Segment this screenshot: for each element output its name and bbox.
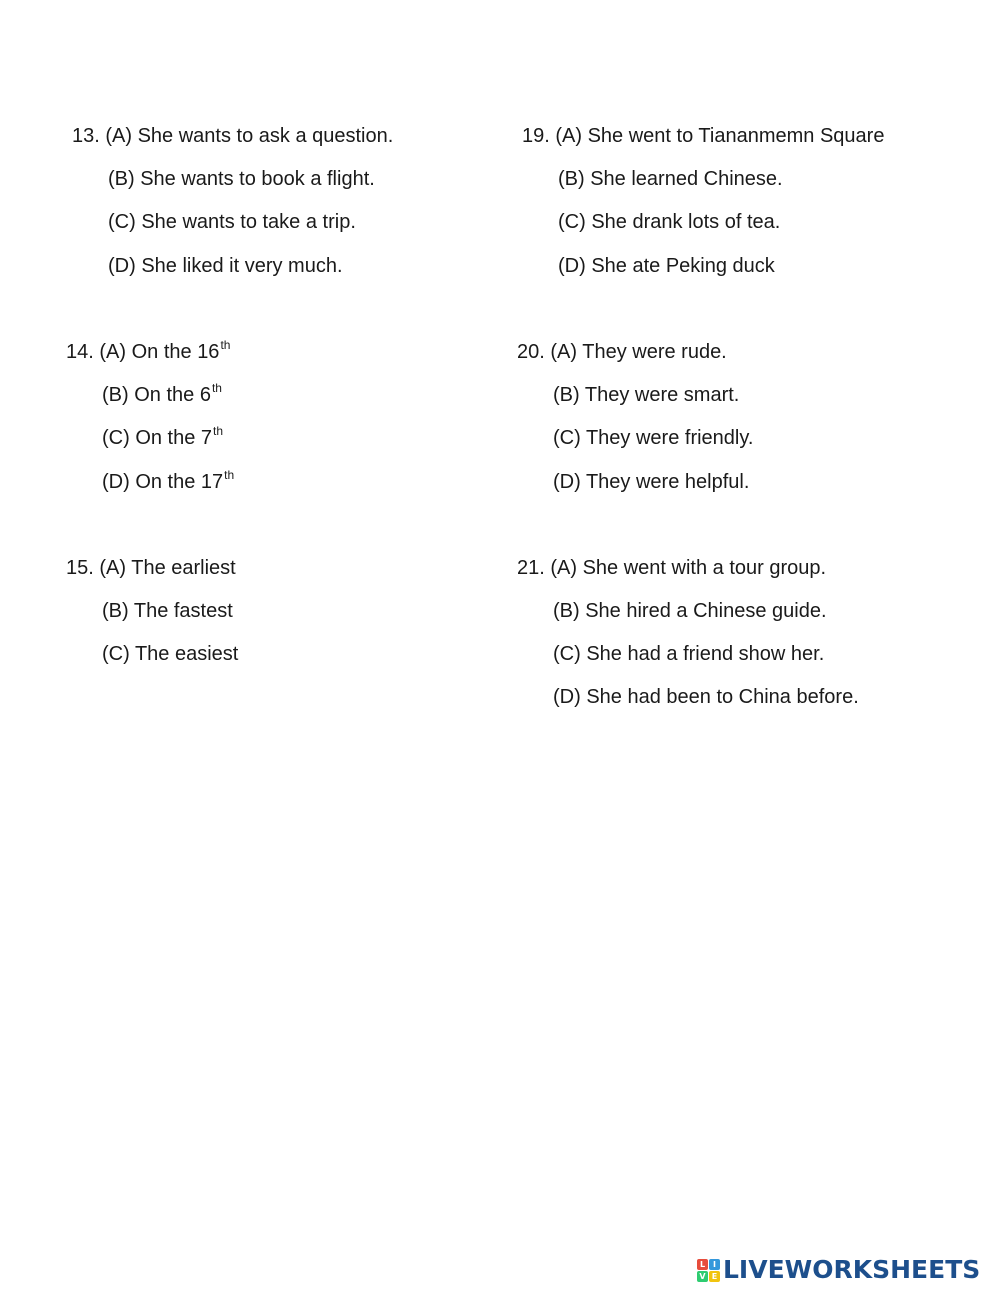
question-13-option-c — [108, 210, 356, 234]
question-13-option-b — [108, 167, 375, 191]
question-15-option-c — [102, 642, 238, 666]
question-15-option-a — [66, 556, 236, 580]
option-text: (A) She wants to ask a question. — [105, 125, 394, 147]
option-text: (C) On the 7 — [102, 427, 213, 449]
question-14-option-d — [102, 470, 234, 496]
question-13-option-a — [72, 124, 393, 148]
option-text: (B) She learned Chinese. — [558, 168, 783, 190]
ordinal-suffix: th — [220, 338, 231, 352]
question-14-number: 14. — [66, 341, 94, 363]
option-text: (C) She wants to take a trip. — [108, 211, 356, 233]
option-text: (B) On the 6 — [102, 384, 211, 406]
question-15-number: 15. — [66, 557, 94, 579]
question-14-option-a — [66, 340, 230, 366]
option-text: (C) They were friendly. — [553, 427, 754, 449]
question-19-number: 19. — [522, 125, 550, 147]
option-text: (B) The fastest — [102, 600, 233, 622]
question-19-option-d — [558, 254, 775, 278]
question-13-option-d — [108, 254, 343, 278]
question-14-option-c — [102, 426, 223, 452]
question-21-option-d — [553, 685, 859, 709]
option-text: (C) She drank lots of tea. — [558, 211, 781, 233]
option-text: (A) The earliest — [99, 557, 236, 579]
question-19-option-b — [558, 167, 783, 191]
option-text: (D) She had been to China before. — [553, 686, 859, 708]
question-21-option-a — [517, 556, 826, 580]
question-19-option-c — [558, 210, 780, 234]
option-text: (A) She went with a tour group. — [550, 557, 827, 579]
option-text: (B) She hired a Chinese guide. — [553, 600, 827, 622]
question-15-option-b — [102, 599, 233, 623]
logo-tile: L — [697, 1259, 708, 1270]
question-21-number: 21. — [517, 557, 545, 579]
ordinal-suffix: th — [213, 424, 224, 438]
option-text: (C) The easiest — [102, 643, 239, 665]
option-text: (D) She ate Peking duck — [558, 255, 775, 277]
question-13-number: 13. — [72, 125, 100, 147]
logo-tile: E — [709, 1271, 720, 1282]
question-21-option-c — [553, 642, 824, 666]
logo-text: LIVEWORKSHEETS — [723, 1255, 981, 1284]
logo-tile: I — [709, 1259, 720, 1270]
option-text: (B) They were smart. — [553, 384, 740, 406]
option-text: (A) She went to Tiananmemn Square — [555, 125, 885, 147]
question-20-option-d — [553, 470, 749, 494]
question-20-number: 20. — [517, 341, 545, 363]
ordinal-suffix: th — [211, 381, 222, 395]
option-text: (D) She liked it very much. — [108, 255, 343, 277]
option-text: (A) On the 16 — [99, 341, 220, 363]
question-14-option-b — [102, 383, 222, 409]
option-text: (D) They were helpful. — [553, 471, 750, 493]
logo-tiles-icon — [697, 1259, 720, 1282]
question-19-option-a — [522, 124, 884, 148]
option-text: (C) She had a friend show her. — [553, 643, 825, 665]
question-20-option-b — [553, 383, 739, 407]
option-text: (D) On the 17 — [102, 471, 224, 493]
question-20-option-a — [517, 340, 727, 364]
option-text: (B) She wants to book a flight. — [108, 168, 375, 190]
ordinal-suffix: th — [224, 468, 235, 482]
liveworksheets-logo — [697, 1254, 980, 1286]
logo-tile: V — [697, 1271, 708, 1282]
option-text: (A) They were rude. — [550, 341, 727, 363]
question-20-option-c — [553, 426, 753, 450]
question-21-option-b — [553, 599, 827, 623]
